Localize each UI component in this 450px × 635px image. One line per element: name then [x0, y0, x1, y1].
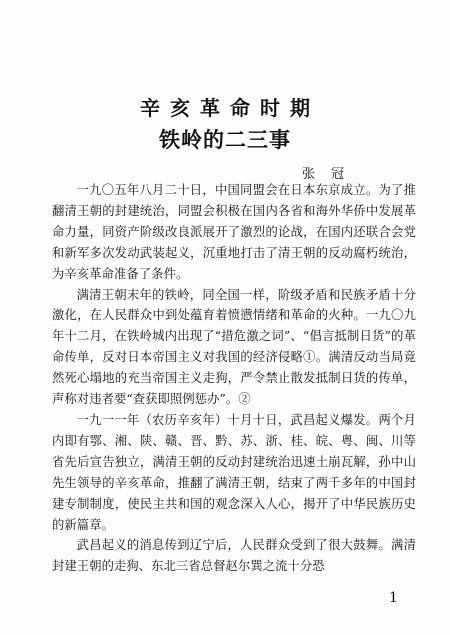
section-title: 辛亥革命时期 — [140, 96, 320, 120]
page-number: 1 — [389, 590, 398, 606]
paragraph-1: 一九〇五年八月二十日，中国同盟会在日本东京成立。为了推翻清王朝的封建统治，同盟会积极在国内各省和海外华侨中发展革命力量，同资产阶级改良派展开了激烈的论战，在国内还联合会党和新军多次发动武装起义，沉重地打击了清王朝的反动腐朽统治，为辛亥革命准备了条件。 — [52, 183, 416, 281]
paragraph-2: 满清王朝末年的铁岭，同全国一样，阶级矛盾和民族矛盾十分激化，在人民群众中到处蕴育着愤懑情绪和革命的火种。一九〇九年十二月，在铁岭城内出现了“措危激之词”、“倡言抵制日货”的革命传单，反对日本帝国主义对我国的经济侵略①。满清反动当局竟然死心塌地的充当帝国主义走狗，严令禁止散发抵制日货的传单，声称对违者要“查获即照例惩办”。② — [52, 287, 416, 407]
paragraph-4: 武昌起义的消息传到辽宁后，人民群众受到了很大鼓舞。满清封建王朝的走狗、东北三省总督赵尔巽之流十分恐 — [52, 538, 416, 574]
author-name: 张冠 — [302, 167, 361, 182]
paragraph-3: 一九一一年（农历辛亥年）十月十日，武昌起义爆发。两个月内即有鄂、湘、陕、赣、晋、黔、苏、浙、桂、皖、粤、闽、川等省先后宣告独立，满清王朝的反动封建统治迅速土崩瓦解，孙中山先生领导的辛亥革命，推翻了满清王朝，结束了两千多年的中国封建专制制度，使民主共和国的观念深入人心，揭开了中华民族历史的新篇章。 — [52, 412, 416, 532]
article-title: 铁岭的二三事 — [159, 127, 291, 152]
article-body — [52, 180, 416, 577]
